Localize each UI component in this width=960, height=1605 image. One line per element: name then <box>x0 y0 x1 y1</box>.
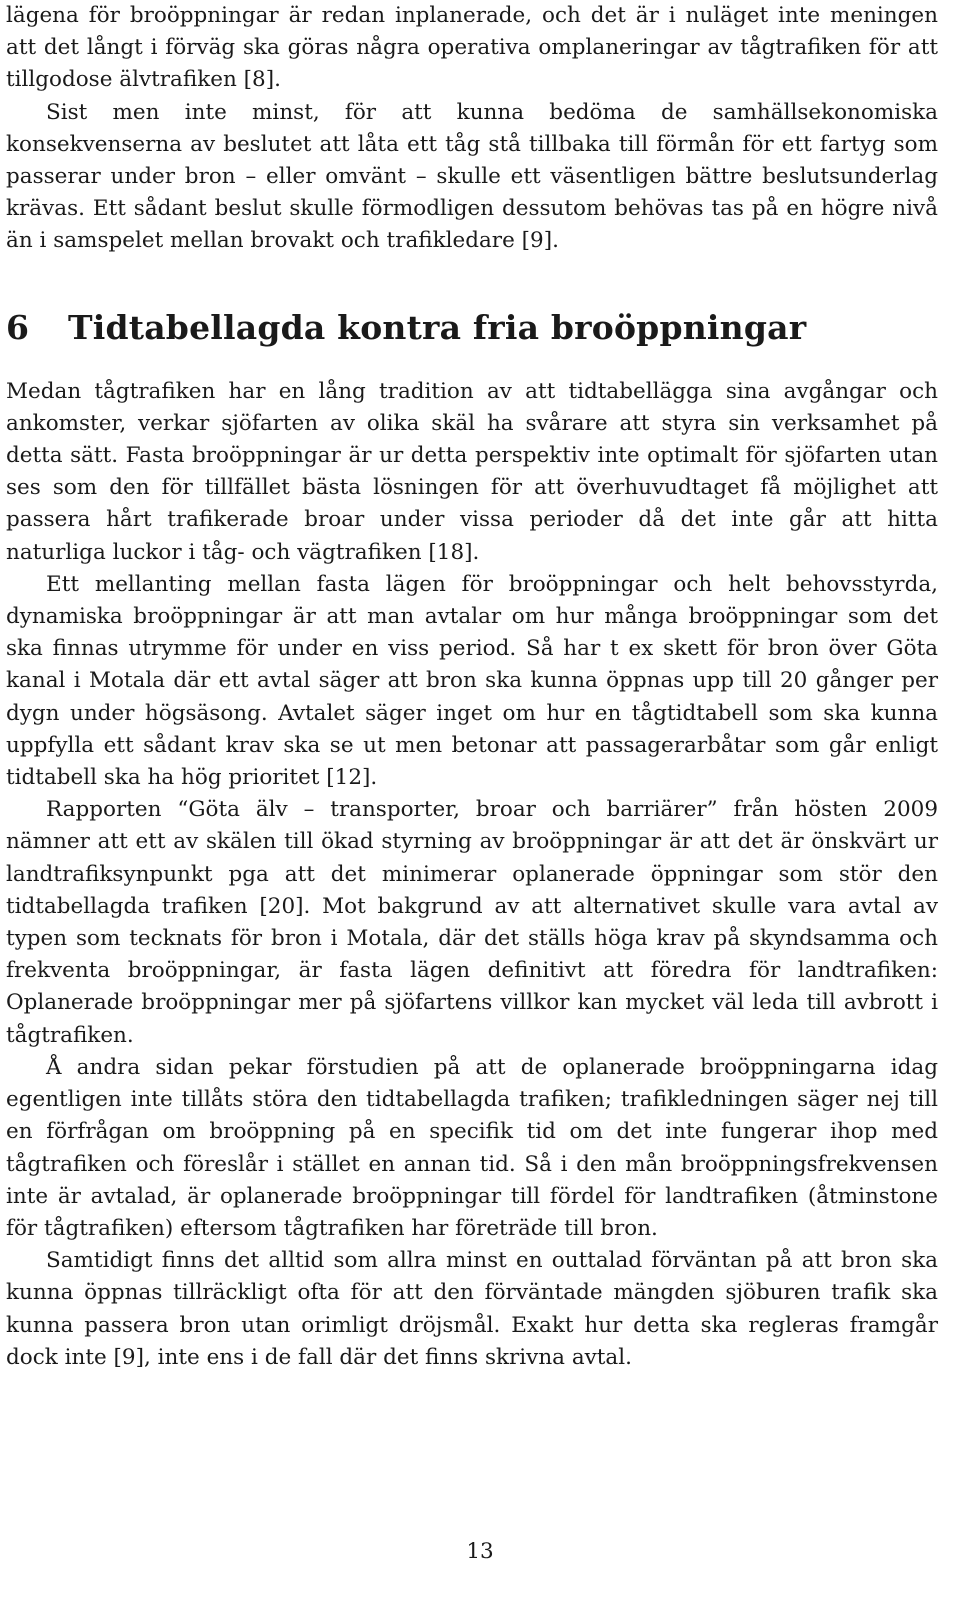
section-heading <box>6 308 938 348</box>
section-title: Tidtabellagda kontra fria broöppningar <box>68 307 807 347</box>
paragraph: Rapporten “Göta älv – transporter, broar och barriärer” från hösten 2009 nämner att ett av skälen till ökad styrning av broöppningar är att det är önskvärt ur landtrafiksynpunkt pga att det minimerar oplanerade öppningar som stör den tidtabellagda trafiken [20]. Mot bakgrund av att alternativet skulle vara avtal av typen som tecknats för bron i Motala, där det ställs höga krav på skyndsamma och frekventa broöppningar, är fasta lägen definitivt att föredra för landtrafiken: Oplanerade broöppningar mer på sjöfartens villkor kan mycket väl leda till avbrott i tågtrafiken. <box>6 797 938 1048</box>
paragraph: Å andra sidan pekar förstudien på att de oplanerade broöppningarna idag egentligen inte tillåts störa den tidtabellagda trafiken; trafikledningen säger nej till en förfrågan om broöppning på en specifik tid om det inte fungerar ihop med tågtrafiken och föreslår i stället en annan tid. Så i den mån broöppningsfrekvensen inte är avtalad, är oplanerade broöppningar till fördel för landtrafiken (åtminstone för tågtrafiken) eftersom tågtrafiken har företräde till bron. <box>6 1054 938 1241</box>
page-body <box>6 0 938 1374</box>
page-number: 13 <box>466 1539 494 1564</box>
paragraph: Ett mellanting mellan fasta lägen för broöppningar och helt behovsstyrda, dynamiska broöppningar är att man avtalar om hur många broöppningar som det ska finnas utrymme för under en viss period. Så har t ex skett för bron över Göta kanal i Motala där ett avtal säger att bron ska kunna öppnas upp till 20 gånger per dygn under högsäsong. Avtalet säger inget om hur en tågtidtabell som ska kunna uppfylla ett sådant krav ska se ut men betonar att passagerarbåtar som går enligt tidtabell ska ha hög prioritet [12]. <box>6 571 938 791</box>
paragraph: Samtidigt finns det alltid som allra minst en outtalad förväntan på att bron ska kunna öppnas tillräckligt ofta för att den förväntade mängden sjöburen trafik ska kunna passera bron utan orimligt dröjsmål. Exakt hur detta ska regleras framgår dock inte [9], inte ens i de fall där det finns skrivna avtal. <box>6 1248 938 1370</box>
paragraph: Medan tågtrafiken har en lång tradition av att tidtabellägga sina avgångar och ankomster, verkar sjöfarten av olika skäl ha svårare att styra sin verksamhet på detta sätt. Fasta broöppningar är ur detta perspektiv inte optimalt för sjöfarten utan ses som den för tillfället bästa lösningen för att överhuvudtaget få möjlighet att passera hårt trafikerade broar under vissa perioder då det inte går att hitta naturliga luckor i tåg- och vägtrafiken [18]. <box>6 378 938 565</box>
paragraph: Sist men inte minst, för att kunna bedöma de samhällsekonomiska konsekvenserna av beslutet att låta ett tåg stå tillbaka till förmån för ett fartyg som passerar under bron – eller omvänt – skulle ett väsentligen bättre beslutsunderlag krävas. Ett sådant beslut skulle förmodligen dessutom behövas tas på en högre nivå än i samspelet mellan brovakt och trafikledare [9]. <box>6 99 938 254</box>
section-number: 6 <box>6 307 30 347</box>
paragraph-continuation: lägena för broöppningar är redan inplanerade, och det är i nuläget inte meningen att det långt i förväg ska göras några operativa omplaneringar av tågtrafiken för att tillgodose älvtrafiken [8]. <box>6 3 938 93</box>
